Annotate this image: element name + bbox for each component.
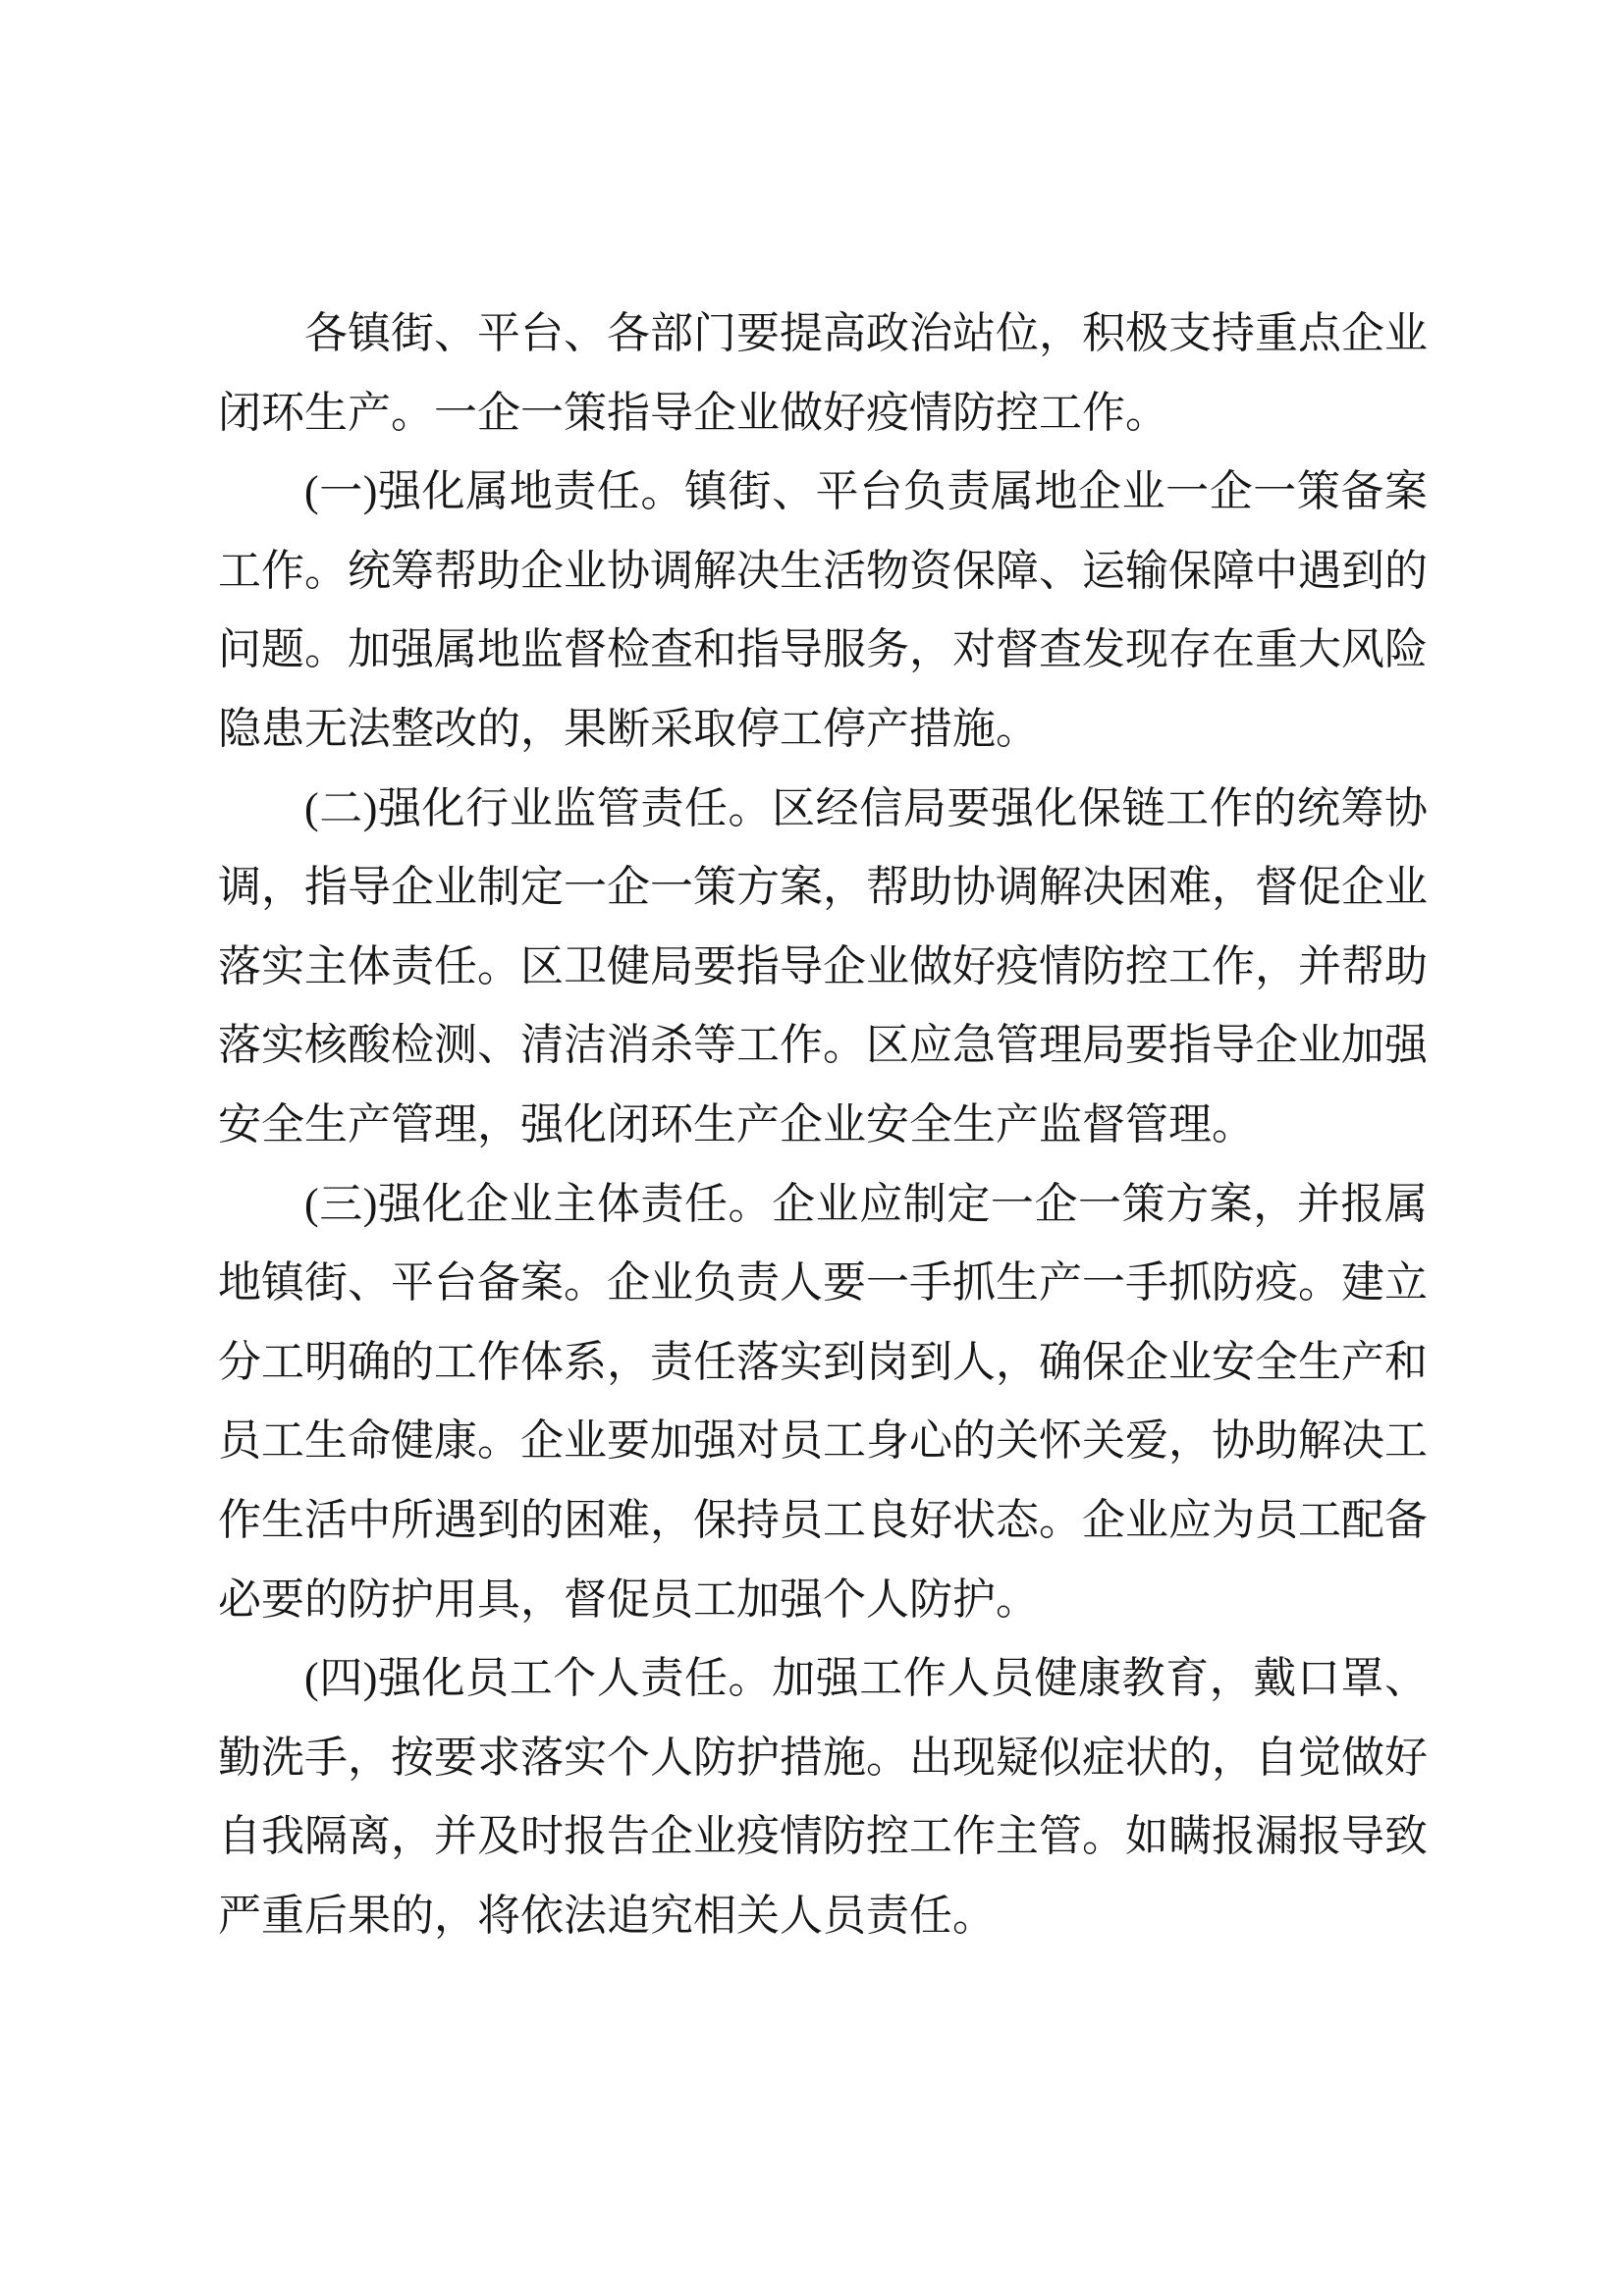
text-line: 分工明确的工作体系，责任落实到岗到人，确保企业安全生产和 <box>218 1337 1428 1386</box>
text-line: 自我隔离，并及时报告企业疫情防控工作主管。如瞒报漏报导致 <box>218 1812 1428 1861</box>
text-line: (三)强化企业主体责任。企业应制定一企一策方案，并报属 <box>304 1179 1428 1228</box>
paragraph <box>218 1639 1428 1955</box>
text-line: 工作。统筹帮助企业协调解决生活物资保障、运输保障中遇到的 <box>218 546 1428 595</box>
text-line: 勤洗手，按要求落实个人防护措施。出现疑似症状的，自觉做好 <box>218 1733 1428 1782</box>
text-line: (一)强化属地责任。镇街、平台负责属地企业一企一策备案 <box>304 467 1428 516</box>
paragraph <box>218 1165 1428 1640</box>
text-line: 安全生产管理，强化闭环生产企业安全生产监督管理。 <box>218 1099 1255 1148</box>
text-line: 落实主体责任。区卫健局要指导企业做好疫情防控工作，并帮助 <box>218 941 1428 990</box>
text-line: 隐患无法整改的，果断采取停工停产措施。 <box>218 704 1039 753</box>
text-line: 员工生命健康。企业要加强对员工身心的关怀关爱，协助解决工 <box>218 1416 1428 1466</box>
text-line: 落实核酸检测、清洁消杀等工作。区应急管理局要指导企业加强 <box>218 1021 1428 1070</box>
text-line: 问题。加强属地监督检查和指导服务，对督查发现存在重大风险 <box>218 625 1428 674</box>
text-line: 必要的防护用具，督促员工加强个人防护。 <box>218 1575 1039 1624</box>
paragraph <box>218 453 1428 769</box>
text-line: 地镇街、平台备案。企业负责人要一手抓生产一手抓防疫。建立 <box>218 1258 1428 1308</box>
paragraph <box>218 294 1428 453</box>
text-line: 调，指导企业制定一企一策方案，帮助协调解决困难，督促企业 <box>218 863 1428 912</box>
text-line: 闭环生产。一企一策指导企业做好疫情防控工作。 <box>218 388 1168 437</box>
text-line: (四)强化员工个人责任。加强工作人员健康教育，戴口罩、 <box>304 1654 1428 1703</box>
text-line: 严重后果的，将依法追究相关人员责任。 <box>218 1891 996 1940</box>
document-body <box>218 294 1428 1955</box>
text-line: 作生活中所遇到的困难，保持员工良好状态。企业应为员工配备 <box>218 1495 1428 1544</box>
paragraph <box>218 770 1428 1165</box>
text-line: 各镇街、平台、各部门要提高政治站位，积极支持重点企业 <box>304 309 1428 357</box>
text-line: (二)强化行业监管责任。区经信局要强化保链工作的统筹协 <box>304 783 1428 832</box>
